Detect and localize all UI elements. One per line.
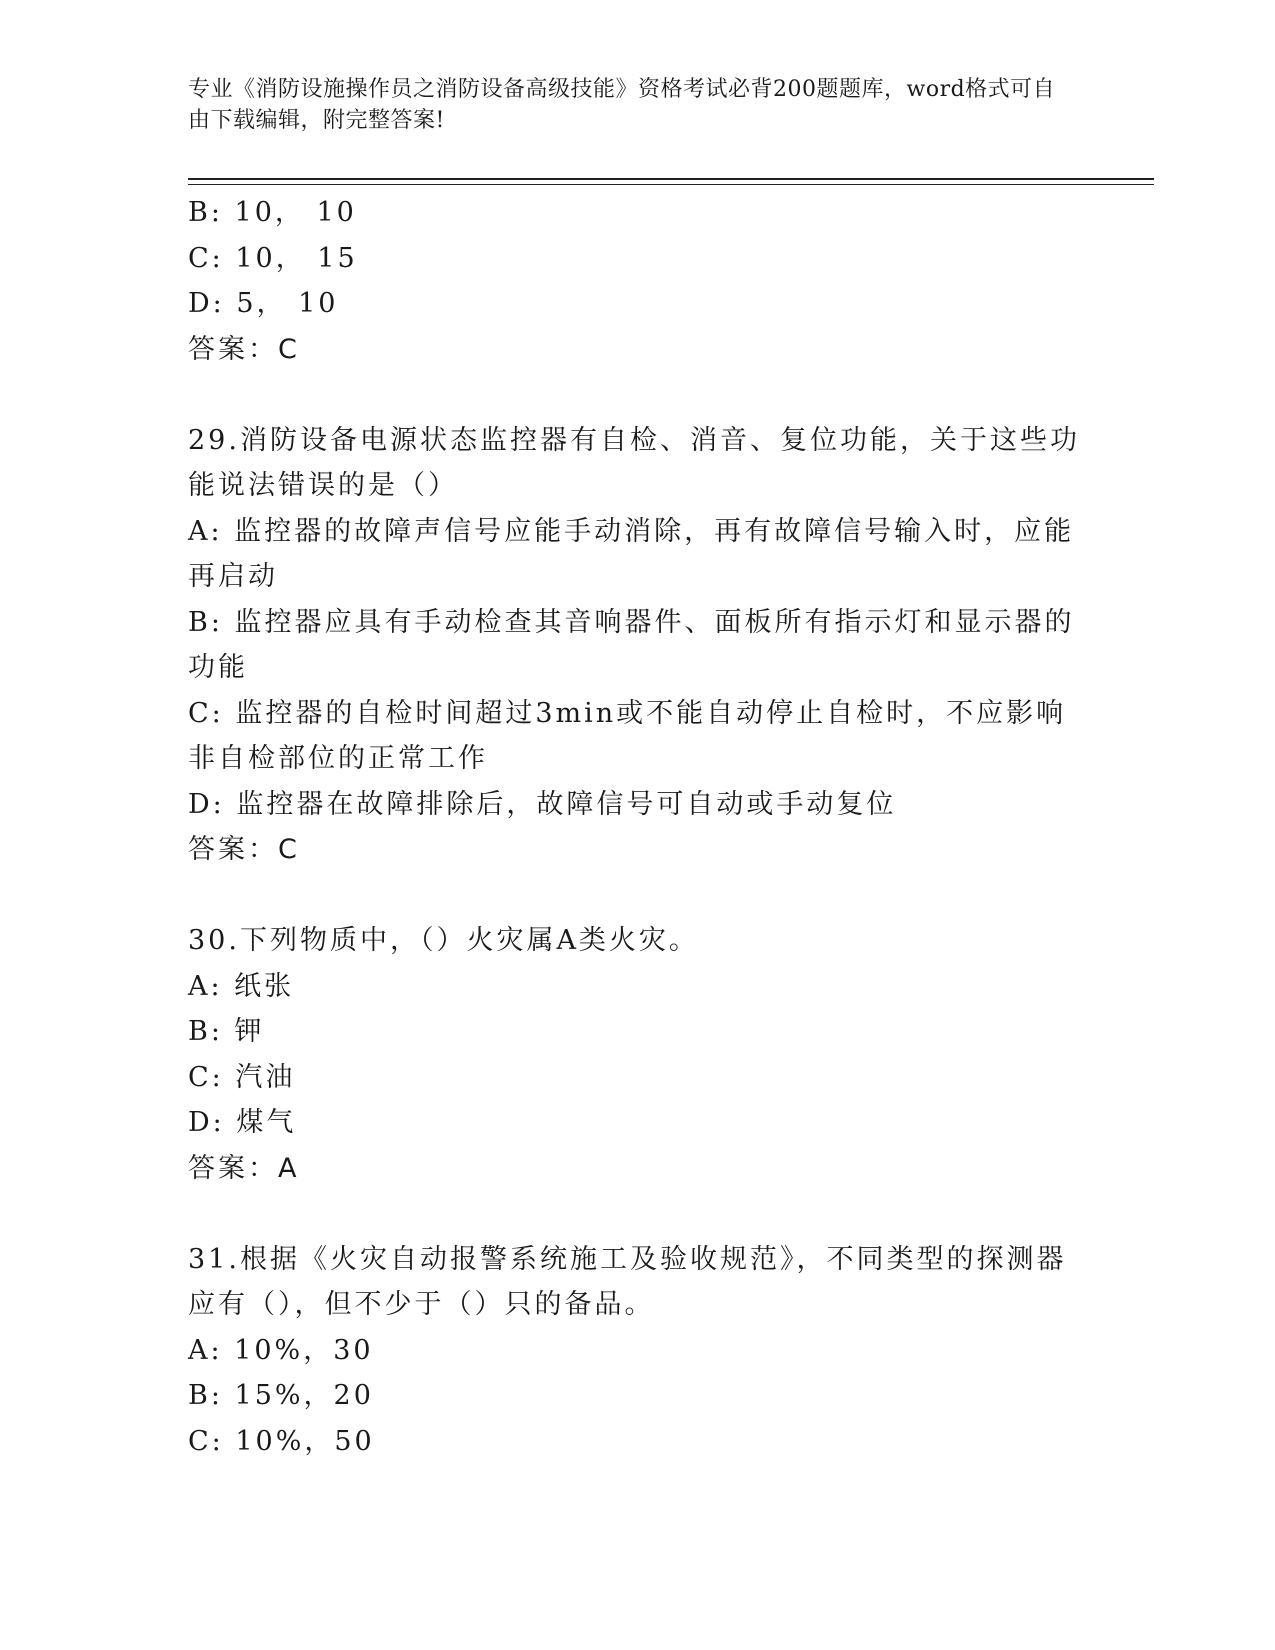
option-c: C: 10， 15 [188,242,358,274]
answer-label: 答案：C [188,333,300,365]
question-stem: 30.下列物质中，（）火灾属A类火灾。 [188,925,699,956]
question-29 [188,418,1088,873]
option-b: B: 钾 [188,1016,265,1047]
option-a: A: 纸张 [188,970,295,1002]
answer-label: 答案：A [188,1152,300,1184]
question-28-continued [188,190,1088,372]
option-d: D: 监控器在故障排除后，故障信号可自动或手动复位 [188,788,897,820]
answer-label: 答案：C [188,834,300,865]
question-31 [188,1237,1088,1465]
option-c: C: 10%，50 [188,1425,375,1457]
spacer [188,873,1088,919]
header-divider-thin [188,184,1154,185]
option-a: A: 10%，30 [188,1334,374,1366]
option-b: B: 监控器应具有手动检查其音响器件、面板所有指示灯和显示器的功能 [188,606,1075,683]
question-list [188,190,1088,1464]
option-c: C: 汽油 [188,1061,296,1093]
document-header: 专业《消防设施操作员之消防设备高级技能》资格考试必背200题题库，word格式可自由下载编辑，附完整答案! [188,77,1056,133]
header-divider-thick [188,178,1154,180]
question-stem: 29.消防设备电源状态监控器有自检、消音、复位功能，关于这些功能说法错误的是（） [188,424,1080,501]
spacer [188,1191,1088,1237]
option-c: C: 监控器的自检时间超过3min或不能自动停止自检时，不应影响非自检部位的正常工作 [188,697,1067,774]
option-b: B: 10， 10 [188,197,357,228]
spacer [188,372,1088,418]
question-30 [188,918,1088,1191]
option-d: D: 5， 10 [188,288,339,319]
option-a: A: 监控器的故障声信号应能手动消除，再有故障信号输入时，应能再启动 [188,515,1075,592]
option-b: B: 15%，20 [188,1380,374,1411]
question-stem: 31.根据《火灾自动报警系统施工及验收规范》，不同类型的探测器应有（），但不少于（）只的备品。 [188,1243,1067,1320]
option-d: D: 煤气 [188,1107,297,1138]
